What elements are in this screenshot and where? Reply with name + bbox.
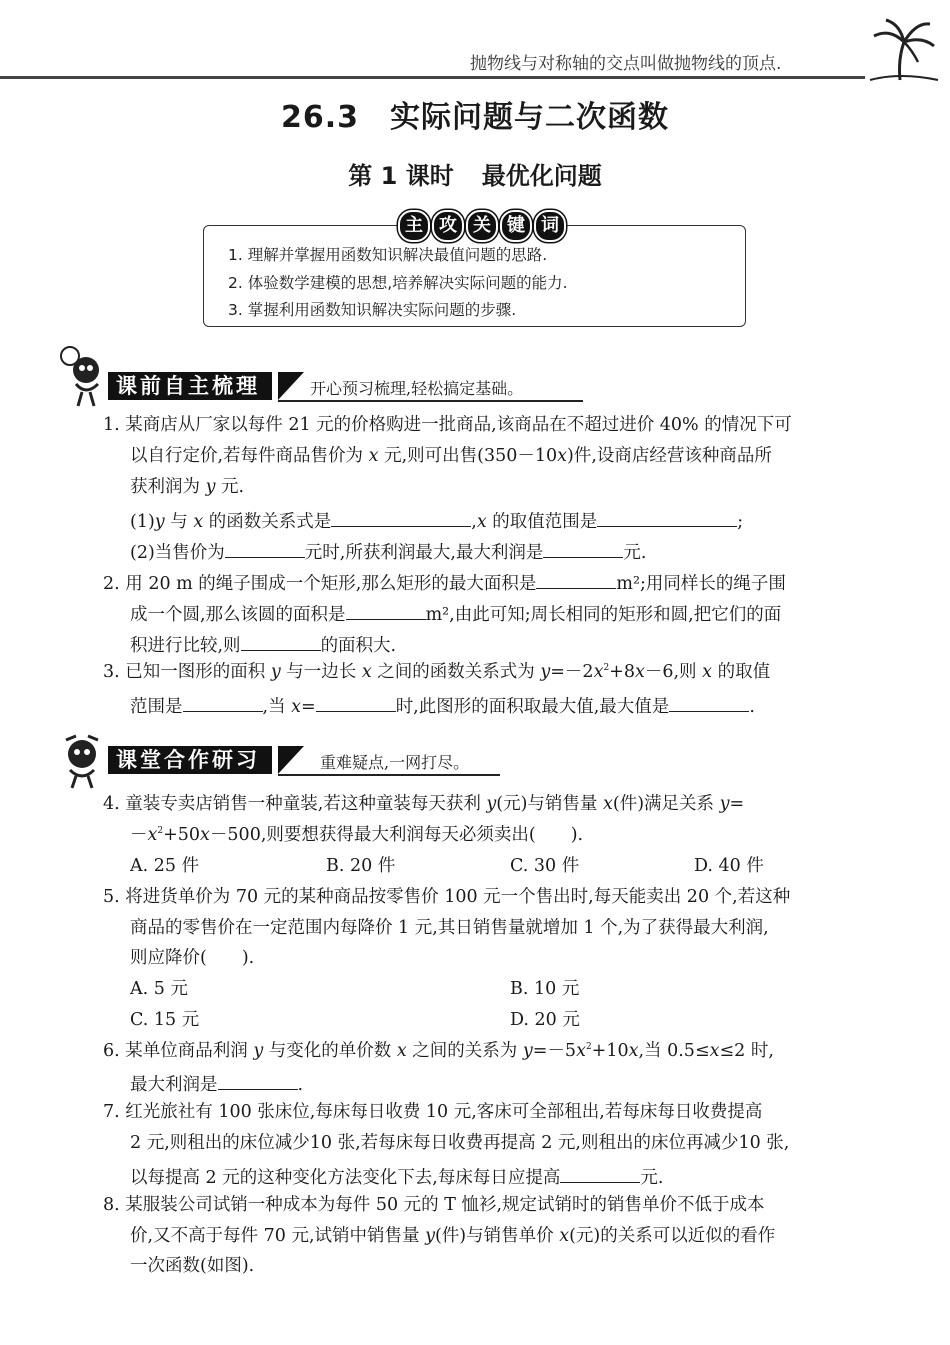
answer-blank[interactable]: [225, 539, 305, 558]
header-note: 抛物线与对称轴的交点叫做抛物线的顶点.: [470, 54, 782, 74]
palm-tree-icon: [860, 14, 940, 84]
answer-blank[interactable]: [560, 1164, 640, 1183]
lesson-subtitle: 第 1 课时 最优化问题: [348, 162, 602, 190]
q4-option-b[interactable]: B. 20 件: [326, 856, 396, 876]
q8-line1: 8. 某服装公司试销一种成本为每件 50 元的 T 恤衫,规定试销时的销售单价不低于成本: [103, 1195, 765, 1215]
q6-line1: 6. 某单位商品利润 y 与变化的单价数 x 之间的关系为 $y=-5x^2+10x$,当 0.5≤x≤2 时,: [103, 1041, 774, 1061]
q1-line2: 以自行定价,若每件商品售价为 x 元,则可出售(350－10x)件,设商店经营该种商品所: [130, 446, 772, 466]
q2-line3: 积进行比较,则 的面积大.: [130, 632, 396, 657]
answer-blank[interactable]: [316, 693, 396, 712]
answer-blank[interactable]: [241, 632, 321, 651]
section-subtitle: 重难疑点,一网打尽。: [320, 753, 470, 772]
q7-line2: 2 元,则租出的床位减少10 张,若每床每日收费再提高 2 元,则租出的床位再减少10 张,: [130, 1133, 790, 1153]
answer-blank[interactable]: [669, 693, 749, 712]
q5-line1: 5. 将进货单价为 70 元的某种商品按零售价 100 元一个售出时,每天能卖出 20 个,若这种: [103, 887, 791, 907]
answer-blank[interactable]: [536, 570, 616, 589]
q4-option-c[interactable]: C. 30 件: [510, 856, 580, 876]
q3-line2: 范围是 ,当 x= 时,此图形的面积取最大值,最大值是 .: [130, 693, 755, 718]
q5-option-b[interactable]: B. 10 元: [510, 979, 580, 999]
answer-blank[interactable]: [597, 508, 737, 527]
q2-line2: 成一个圆,那么该圆的面积是 m²,由此可知;周长相同的矩形和圆,把它们的面: [130, 601, 781, 626]
mascot-icon: [52, 730, 112, 790]
key-point-1: 1. 理解并掌握用函数知识解决最值问题的思路.: [228, 246, 548, 264]
q3-line1: 3. 已知一图形的面积 y 与一边长 x 之间的函数关系式为 $y=-2x^2+8x-6$,则 x 的取值: [103, 662, 771, 682]
key-points-badge: 主 攻 关 键 词: [398, 210, 566, 242]
q7-line3: 以每提高 2 元的这种变化方法变化下去,每床每日应提高 元.: [130, 1164, 663, 1189]
q5-option-a[interactable]: A. 5 元: [130, 979, 188, 999]
q4-line2: $-x^2+50x-500$,则要想获得最大利润每天必须卖出( ).: [130, 825, 584, 845]
mascot-icon: [52, 340, 112, 410]
q5-line2: 商品的零售价在一定范围内每降价 1 元,其日销售量就增加 1 个,为了获得最大利润,: [130, 918, 769, 938]
header-rule: [0, 76, 865, 79]
key-point-2: 2. 体验数学建模的思想,培养解决实际问题的能力.: [228, 274, 568, 292]
q6-line2: 最大利润是 .: [130, 1071, 303, 1096]
answer-blank[interactable]: [218, 1071, 298, 1090]
section-title: 课堂合作研习: [108, 746, 272, 774]
q8-line2: 价,又不高于每件 70 元,试销中销售量 y(件)与销售单价 x(元)的关系可以近似的看作: [130, 1226, 776, 1246]
answer-blank[interactable]: [331, 508, 471, 527]
key-point-3: 3. 掌握利用函数知识解决实际问题的步骤.: [228, 301, 517, 319]
q1-line4: (1)y 与 x 的函数关系式是 ,x 的取值范围是 ;: [130, 508, 743, 533]
answer-blank[interactable]: [346, 601, 426, 620]
page-title: 26.3 实际问题与二次函数: [280, 100, 670, 135]
q4-option-a[interactable]: A. 25 件: [130, 856, 200, 876]
section-header-classwork: [108, 746, 498, 776]
section-header-preview: [108, 372, 583, 402]
q5-line3: 则应降价( ).: [130, 948, 255, 968]
q4-line1: 4. 童装专卖店销售一种童装,若这种童装每天获利 y(元)与销售量 x(件)满足关系 y=: [103, 794, 745, 814]
q5-option-c[interactable]: C. 15 元: [130, 1010, 200, 1030]
q5-option-d[interactable]: D. 20 元: [510, 1010, 580, 1030]
answer-blank[interactable]: [543, 539, 623, 558]
section-subtitle: 开心预习梳理,轻松搞定基础。: [310, 379, 524, 398]
section-title: 课前自主梳理: [108, 372, 272, 400]
q8-line3: 一次函数(如图).: [130, 1256, 255, 1276]
q7-line1: 7. 红光旅社有 100 张床位,每床每日收费 10 元,客床可全部租出,若每床每日收费提高: [103, 1102, 763, 1122]
q2-line1: 2. 用 20 m 的绳子围成一个矩形,那么矩形的最大面积是 m²;用同样长的绳子围: [103, 570, 786, 595]
q4-option-d[interactable]: D. 40 件: [694, 856, 764, 876]
q1-line3: 获利润为 y 元.: [130, 477, 245, 497]
q1-line5: (2)当售价为 元时,所获利润最大,最大利润是 元.: [130, 539, 647, 564]
answer-blank[interactable]: [183, 693, 263, 712]
q1-line1: 1. 某商店从厂家以每件 21 元的价格购进一批商品,该商品在不超过进价 40% 的情况下可: [103, 415, 792, 435]
